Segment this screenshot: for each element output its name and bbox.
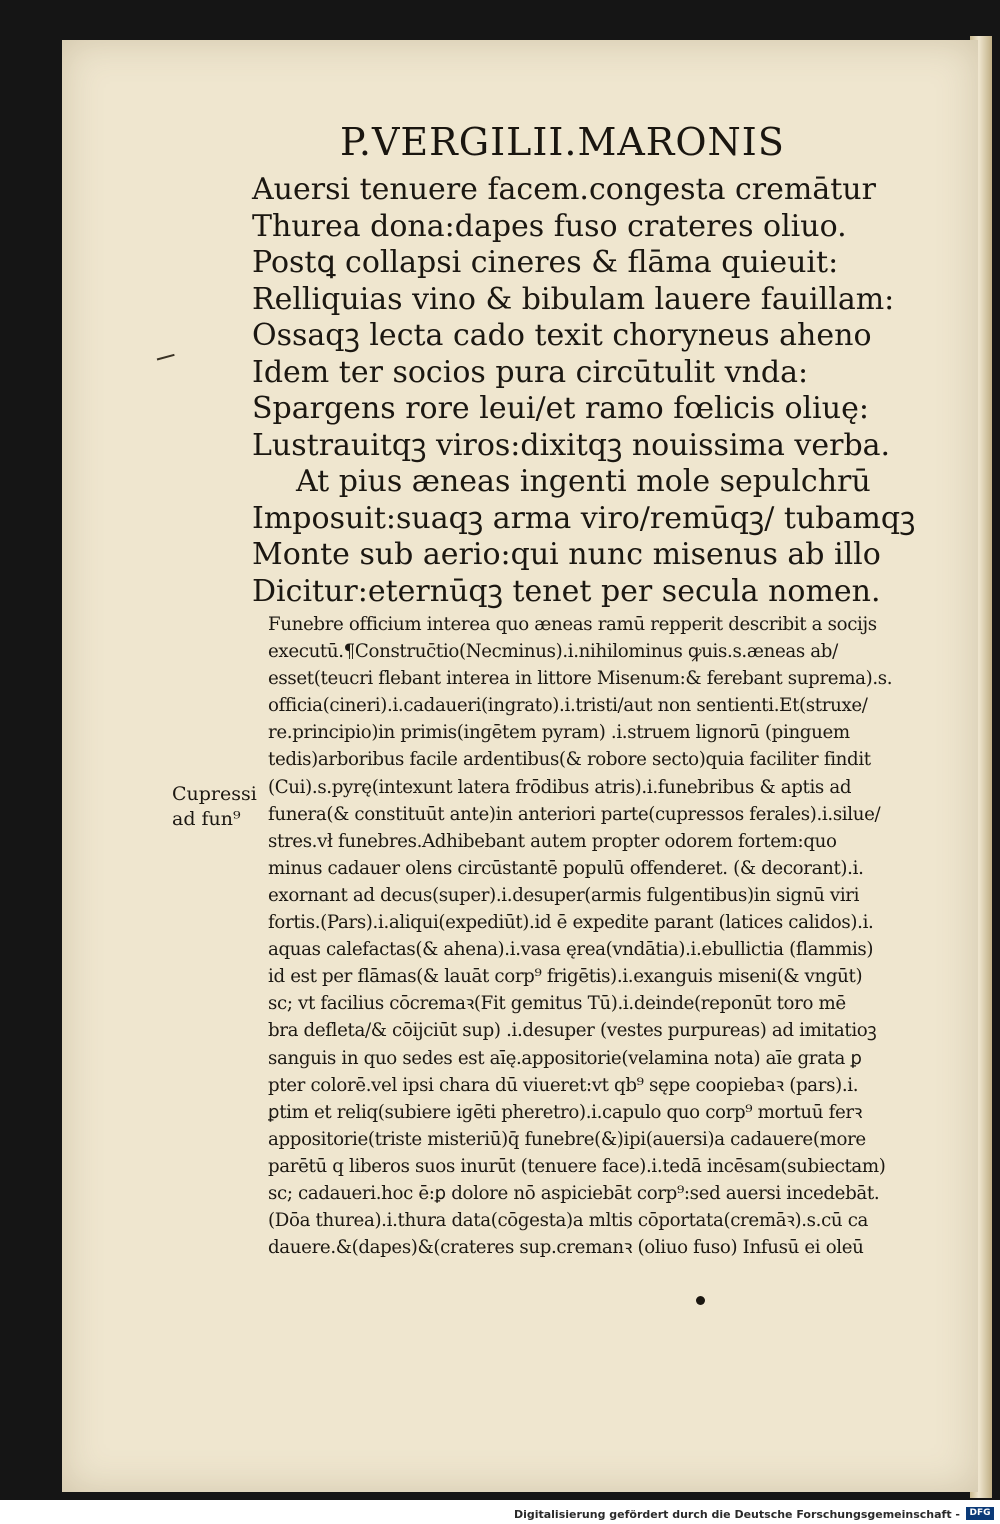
verse-line: Ossaqꝫ lecta cado texit choryneus aheno (252, 318, 872, 353)
commentary-line: funera(& constituūt ante)in anteriori parte(cupressos ferales).i.silue/ (268, 803, 881, 825)
commentary-block (268, 611, 968, 1261)
verse-line: At pius æneas ingenti mole sepulchrū (296, 464, 871, 499)
commentary-line: bra defleta/& cōijciūt sup) .i.desuper (vestes purpureas) ad imitatioꝫ (268, 1020, 877, 1042)
marginal-note-line: Cupressi (172, 783, 257, 805)
footer-bar (0, 1504, 1000, 1524)
commentary-line: sanguis in quo sedes est aīę.appositorie(velamina nota) aīe grata ꝑ (268, 1047, 862, 1069)
commentary-line: re.principio)in primis(ingētem pyram) .i.struem lignorū (pinguem (268, 722, 850, 744)
marginal-note (172, 782, 272, 832)
commentary-line: fortis.(Pars).i.aliqui(expediūt).id ē expedite parant (latices calidos).i. (268, 912, 874, 934)
commentary-line: dauere.&(dapes)&(crateres sup.cremanꝛ (oliuo fuso) Infusū ei oleū (268, 1237, 864, 1259)
commentary-line: sc; cadaueri.hoc ē:ꝑ dolore nō aspiciebāt corp⁹:sed auersi incedebāt. (268, 1182, 880, 1204)
verse-line: Monte sub aerio:qui nunc misenus ab illo (252, 537, 881, 572)
commentary-line: officia(cineri).i.cadaueri(ingrato).i.tristi/aut non sentienti.Et(struxe/ (268, 695, 868, 717)
commentary-line: (Dōa thurea).i.thura data(cōgesta)a mltis cōportata(cremāꝛ).s.cū ca (268, 1210, 869, 1232)
commentary-line: appositorie(triste misteriū)q̄ funebre(&)ipi(auersi)a cadauere(more (268, 1128, 866, 1150)
commentary-line: tedis)arboribus facile ardentibus(& robore secto)quia faciliter findit (268, 749, 871, 771)
commentary-line: (Cui).s.pyrę(intexunt latera frōdibus atris).i.funebribus & aptis ad (268, 776, 852, 798)
commentary-line: executū.¶Construc̄tio(Necminus).i.nihilominus ꝙuis.s.æneas ab/ (268, 641, 838, 663)
marginal-note-line: ad fun⁹ (172, 808, 241, 830)
verse-line: Relliquias vino & bibulam lauere fauillam: (252, 281, 895, 317)
commentary-line: sc; vt facilius cōcremaꝛ(Fit gemitus Tū).i.deinde(reponūt toro mē (268, 993, 846, 1015)
commentary-line: Funebre officium interea quo æneas ramū repperit describit a socijs (268, 614, 877, 635)
running-head: P.VERGILII.MARONIS (340, 120, 785, 164)
verse-line: Idem ter socios pura circūtulit vnda: (252, 354, 809, 390)
verse-line: Thurea dona:dapes fuso crateres oliuo. (252, 208, 847, 244)
verse-line: Dicitur:eternūqꝫ tenet per secula nomen. (252, 573, 881, 609)
commentary-line: parētū q liberos suos inurūt (tenuere face).i.tedā incēsam(subiectam) (268, 1155, 886, 1177)
commentary-line: ꝑtim et reliq(subiere igēti pheretro).i.capulo quo corp⁹ mortuū ferꝛ (268, 1101, 863, 1123)
verse-line: Postꝗ collapsi cineres & flāma quieuit: (252, 245, 839, 280)
commentary-line: id est per flāmas(& lauāt corp⁹ frigētis).i.exanguis miseni(& vngūt) (268, 966, 863, 988)
funding-notice: Digitalisierung gefördert durch die Deutsche Forschungsgemeinschaft - (513, 1508, 960, 1521)
dfg-logo[interactable]: DFG (966, 1507, 994, 1520)
verse-line: Auersi tenuere facem.congesta cremātur (252, 172, 876, 207)
commentary-line: esset(teucri flebant interea in littore Misenum:& ferebant suprema).s. (268, 668, 893, 690)
verse-line: Spargens rore leui/et ramo fœlicis oliuę: (252, 391, 869, 426)
verse-line: Imposuit:suaqꝫ arma viro/remūqꝫ/ tubamqꝫ (252, 500, 916, 536)
commentary-line: exornant ad decus(super).i.desuper(armis fulgentibus)in signū viri (268, 884, 860, 906)
commentary-line: minus cadauer olens circūstantē populū offenderet. (& decorant).i. (268, 857, 864, 879)
commentary-line: aquas calefactas(& ahena).i.vasa ęrea(vndātia).i.ebullictia (flammis) (268, 939, 874, 961)
commentary-line: pter colorē.vel ipsi chara dū viueret:vt qb⁹ sępe coopiebaꝛ (pars).i. (268, 1074, 859, 1096)
commentary-line: stres.vł funebres.Adhibebant autem propter odorem fortem:quo (268, 830, 837, 852)
printer-dot-mark (696, 1296, 705, 1305)
verse-line: Lustrauitqꝫ viros:dixitqꝫ nouissima verba. (252, 427, 891, 463)
verse-block (252, 172, 916, 610)
